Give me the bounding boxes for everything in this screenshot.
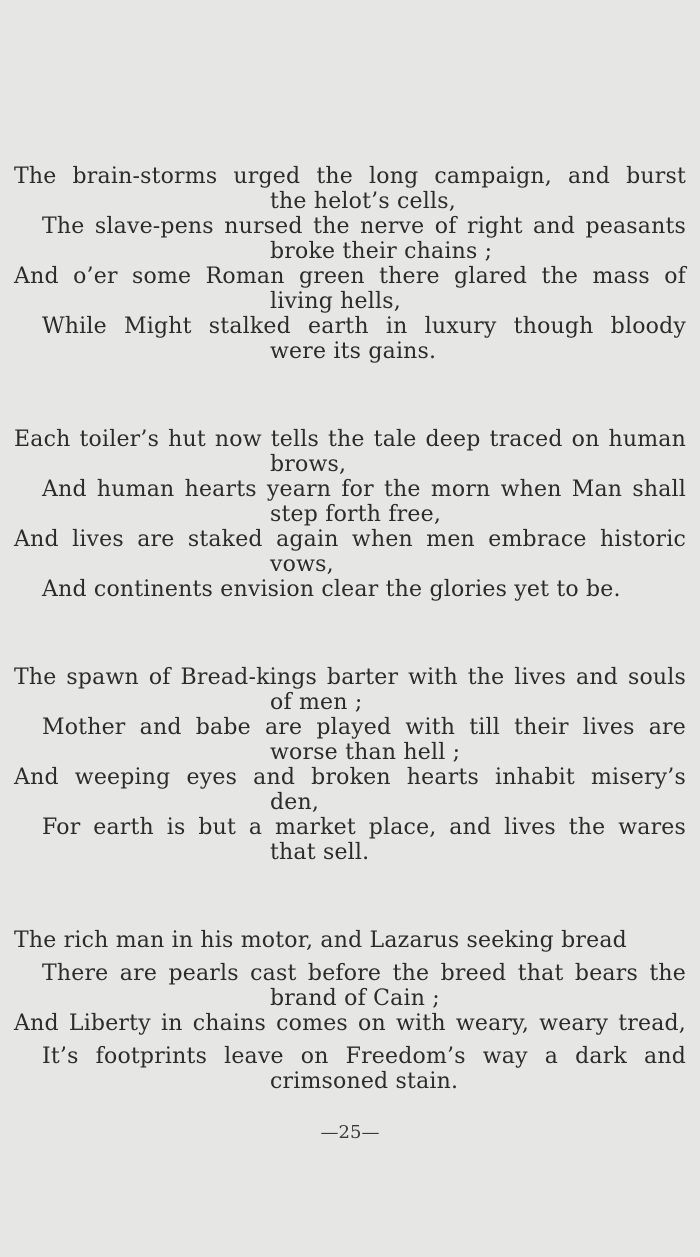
verse-line-text: And o’er some Roman green there glared the mass of [14, 264, 686, 289]
verse-continuation-text: brand of Cain ; [270, 986, 440, 1011]
stanza-2 [0, 427, 700, 602]
verse-continuation-text: step forth free, [270, 502, 442, 527]
stanza-1 [0, 164, 700, 364]
verse-line-text: The rich man in his motor, and Lazarus seeking bread [14, 928, 627, 953]
verse-continuation-text: the helot’s cells, [270, 189, 456, 214]
verse-continuation-text: crimsoned stain. [270, 1069, 459, 1094]
stanza-4 [0, 928, 700, 1094]
verse-line [0, 427, 700, 452]
verse-line [0, 715, 700, 740]
verse-line [0, 527, 700, 552]
verse-line-text: It’s footprints leave on Freedom’s way a dark and [42, 1044, 686, 1069]
verse-line [0, 665, 700, 690]
verse-line-text: The spawn of Bread-kings barter with the lives and souls [14, 665, 686, 690]
verse-continuation-text: were its gains. [270, 339, 437, 364]
verse-line-text: There are pearls cast before the breed that bears the [42, 961, 686, 986]
verse-line [0, 314, 700, 339]
verse-continuation-text: vows, [270, 552, 334, 577]
verse-line [0, 1011, 700, 1036]
verse-line-text: Mother and babe are played with till their lives are [42, 715, 686, 740]
verse-line [0, 928, 700, 953]
verse-line-spacer [0, 953, 700, 961]
verse-line-text: For earth is but a market place, and lives the wares [42, 815, 686, 840]
stanza-3 [0, 665, 700, 865]
page-number: —25— [320, 1122, 380, 1143]
verse-line-continuation [0, 339, 700, 364]
verse-line-continuation [0, 690, 700, 715]
verse-line [0, 214, 700, 239]
verse-line-spacer [0, 1036, 700, 1044]
verse-line-text: Each toiler’s hut now tells the tale deep traced on human [14, 427, 686, 452]
verse-line-continuation [0, 552, 700, 577]
verse-line-text: And Liberty in chains comes on with weary, weary tread, [14, 1011, 686, 1036]
verse-line-text: While Might stalked earth in luxury though bloody [42, 314, 686, 339]
verse-line-continuation [0, 790, 700, 815]
verse-line-continuation [0, 740, 700, 765]
verse-line [0, 961, 700, 986]
verse-continuation-text: brows, [270, 452, 347, 477]
verse-continuation-text: of men ; [270, 690, 363, 715]
verse-continuation-text: worse than hell ; [270, 740, 461, 765]
verse-line [0, 164, 700, 189]
verse-line-text: The slave-pens nursed the nerve of right and peasants [42, 214, 686, 239]
verse-line-continuation [0, 1069, 700, 1094]
verse-line-continuation [0, 452, 700, 477]
verse-line-continuation [0, 840, 700, 865]
verse-line [0, 815, 700, 840]
verse-line [0, 477, 700, 502]
verse-continuation-text: that sell. [270, 840, 370, 865]
verse-line [0, 765, 700, 790]
verse-line-text: And human hearts yearn for the morn when Man shall [42, 477, 686, 502]
verse-line-text: And continents envision clear the glories yet to be. [42, 577, 621, 602]
verse-line-continuation [0, 289, 700, 314]
verse-line-text: The brain-storms urged the long campaign, and burst [14, 164, 686, 189]
verse-line [0, 264, 700, 289]
verse-line-continuation [0, 189, 700, 214]
verse-continuation-text: den, [270, 790, 320, 815]
verse-line [0, 1044, 700, 1069]
verse-line-continuation [0, 986, 700, 1011]
verse-line-text: And weeping eyes and broken hearts inhabit misery’s [14, 765, 686, 790]
verse-continuation-text: living hells, [270, 289, 401, 314]
verse-line [0, 577, 700, 602]
verse-line-continuation [0, 239, 700, 264]
verse-line-continuation [0, 502, 700, 527]
verse-line-text: And lives are staked again when men embrace historic [14, 527, 686, 552]
verse-continuation-text: broke their chains ; [270, 239, 493, 264]
